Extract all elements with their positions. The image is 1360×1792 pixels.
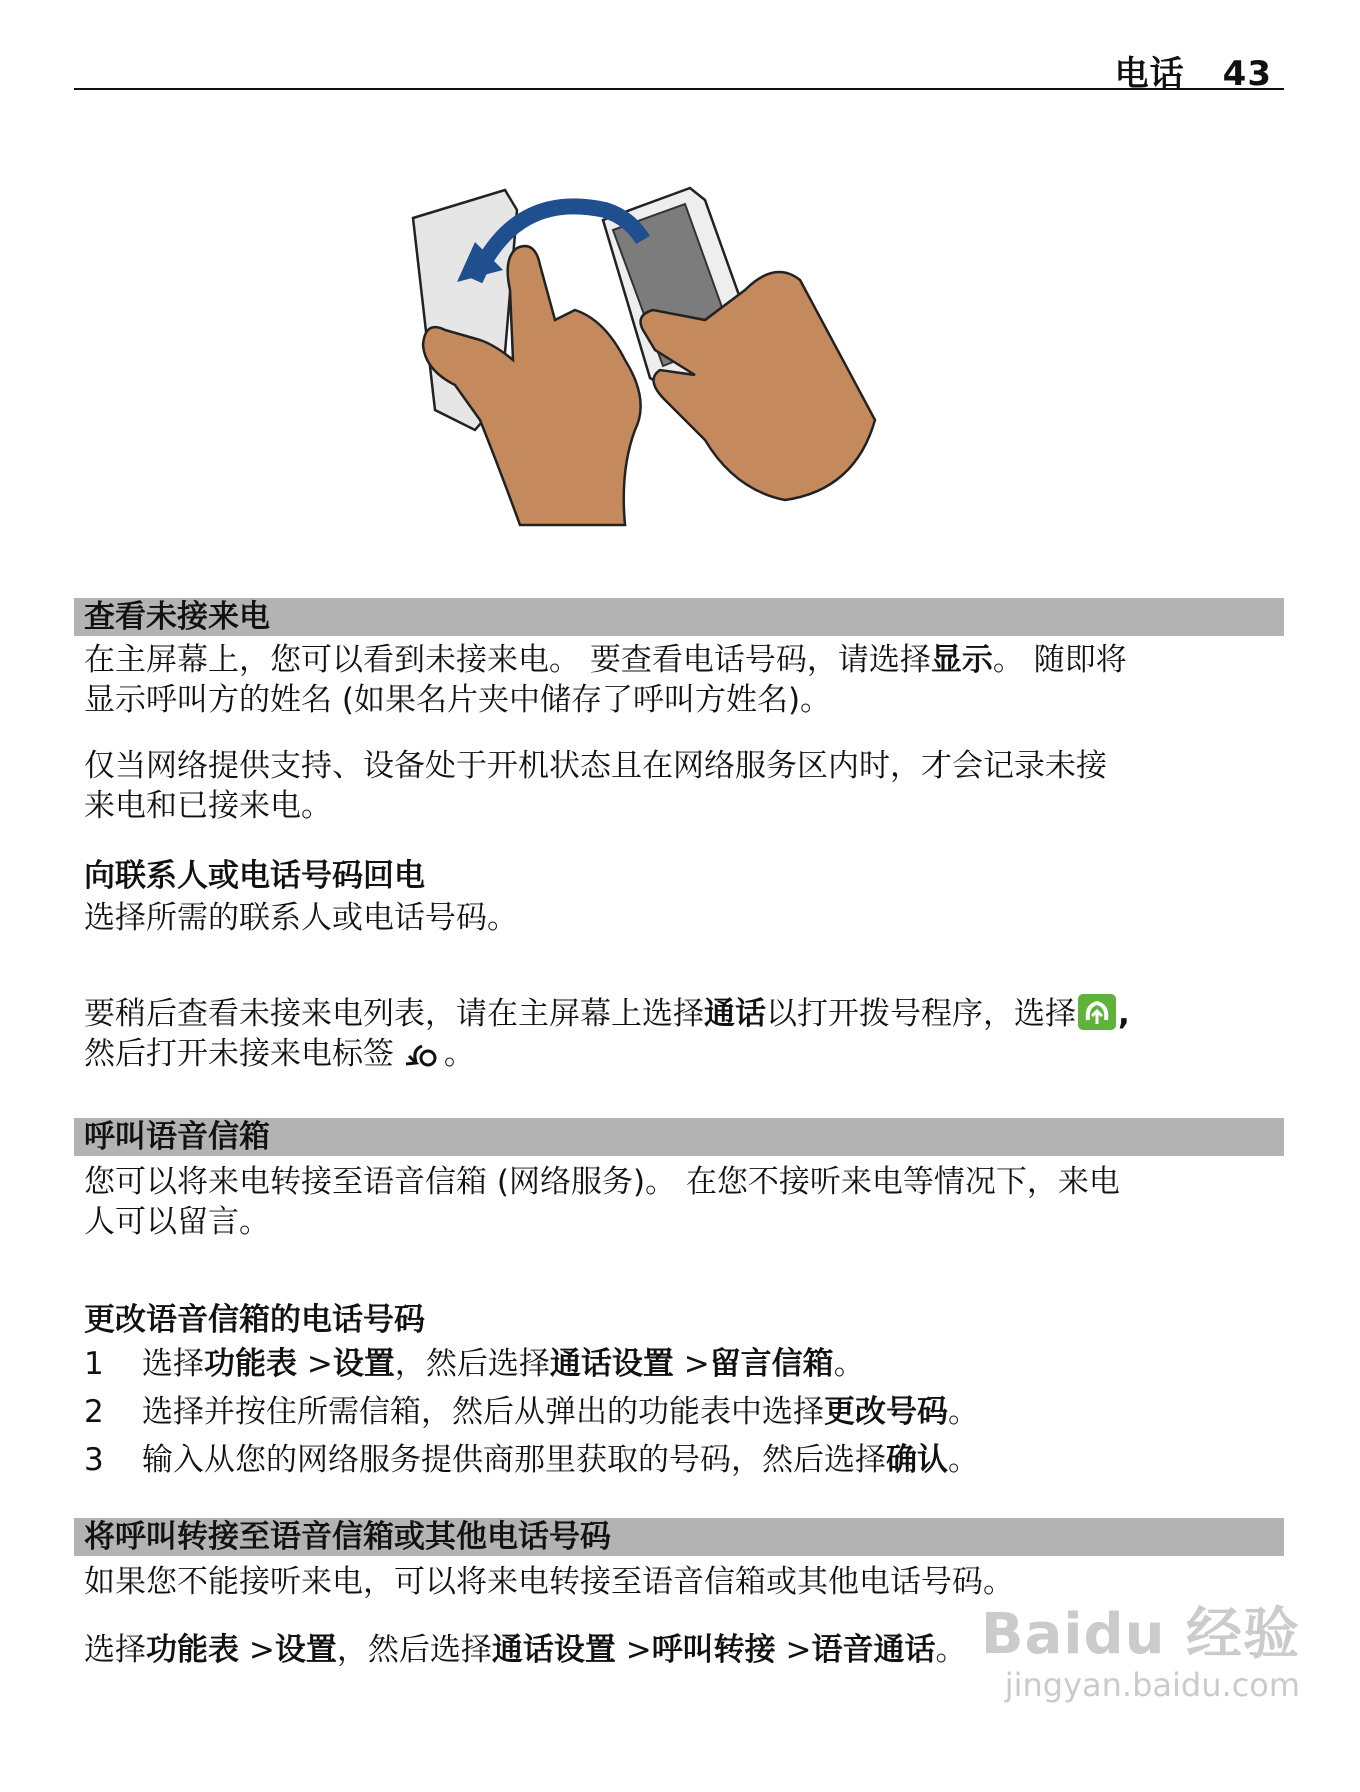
missed-call-tab-icon — [404, 1036, 444, 1080]
callback-subheading: 向联系人或电话号码回电 — [84, 858, 425, 894]
step-item: 1 选择功能表 >设置，然后选择通话设置 >留言信箱。 — [84, 1346, 865, 1382]
watermark-sub: jingyan.baidu.com — [1004, 1666, 1300, 1704]
call-keyword: 通话 — [704, 996, 766, 1032]
divert-paragraph-1: 如果您不能接听来电，可以将来电转接至语音信箱或其他电话号码。 — [84, 1564, 1014, 1600]
section-header-call-divert: 将呼叫转接至语音信箱或其他电话号码 — [74, 1518, 1284, 1556]
phone-call-icon — [1078, 994, 1116, 1030]
voicemail-paragraph: 您可以将来电转接至语音信箱 (网络服务)。 在您不接听来电等情况下，来电 人可以留言。 — [84, 1164, 1120, 1240]
section-header-voicemail: 呼叫语音信箱 — [74, 1118, 1284, 1156]
section-header-missed-calls: 查看未接来电 — [74, 598, 1284, 636]
change-number-subheading: 更改语音信箱的电话号码 — [84, 1302, 425, 1338]
page-header — [74, 44, 1284, 94]
watermark-main: Baidu 经验 — [980, 1602, 1300, 1667]
step-item: 2 选择并按住所需信箱，然后从弹出的功能表中选择更改号码。 — [84, 1394, 979, 1430]
step-item: 3 输入从您的网络服务提供商那里获取的号码，然后选择确认。 — [84, 1442, 979, 1478]
page-number: 43 — [1222, 54, 1272, 94]
header-title: 电话 — [1114, 54, 1185, 94]
header-text — [1115, 46, 1272, 95]
flip-phone-illustration — [405, 170, 965, 570]
divert-paragraph-2: 选择功能表 >设置，然后选择通话设置 >呼叫转接 >语音通话。 — [84, 1632, 967, 1668]
baidu-watermark — [981, 1590, 1300, 1704]
callback-text: 选择所需的联系人或电话号码。 — [84, 900, 518, 936]
display-keyword: 显示 — [930, 642, 993, 678]
missed-paragraph-1: 在主屏幕上，您可以看到未接来电。 要查看电话号码，请选择显示。 随即将 显示呼叫方的姓名 (如果名片夹中储存了呼叫方姓名)。 — [84, 642, 1127, 718]
missed-paragraph-3: 要稍后查看未接来电列表，请在主屏幕上选择通话以打开拨号程序，选择 , 然后打开未接来电标签 。 — [84, 994, 1284, 1080]
missed-paragraph-2: 仅当网络提供支持、设备处于开机状态且在网络服务区内时，才会记录未接 来电和已接来电。 — [84, 748, 1107, 824]
